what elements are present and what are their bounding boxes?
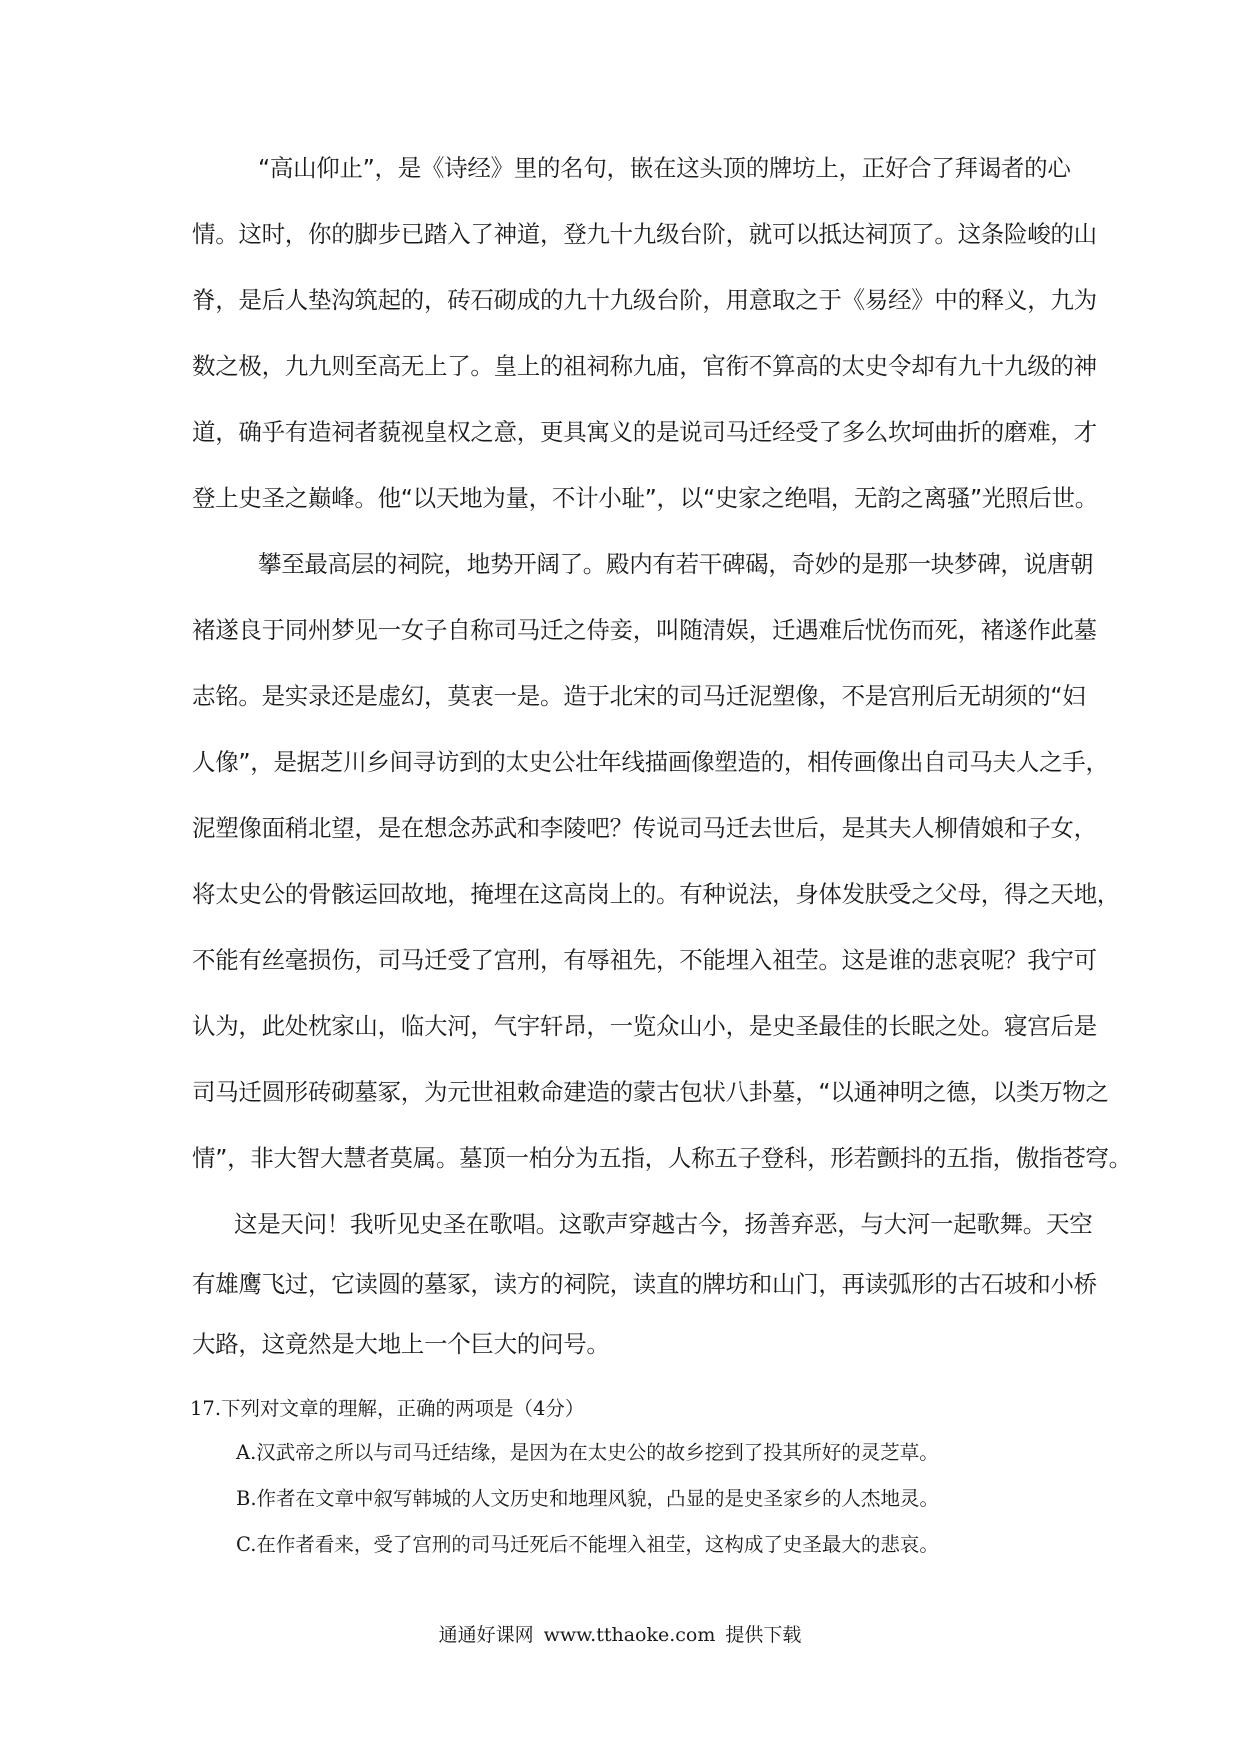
footer-url[interactable]: www.tthaoke.com <box>543 1624 716 1646</box>
passage-line: 认为，此处枕家山，临大河，气宇轩昂，一览众山小，是史圣最佳的长眠之处。寝宫后是 <box>192 1012 1097 1040</box>
question-block <box>190 1393 1070 1575</box>
passage-line: 人像”，是据芝川乡间寻访到的太史公壮年线描画像塑造的，相传画像出自司马夫人之手， <box>192 748 1109 776</box>
passage-line: 司马迁圆形砖砌墓冢，为元世祖敕命建造的蒙古包状八卦墓，“以通神明之德，以类万物之 <box>192 1078 1109 1106</box>
passage-line: 不能有丝毫损伤，司马迁受了宫刑，有辱祖先，不能埋入祖茔。这是谁的悲哀呢？我宁可 <box>192 946 1097 974</box>
page-footer <box>0 1620 1240 1647</box>
passage-line: 攀至最高层的祠院，地势开阔了。殿内有若干碑碣，奇妙的是那一块梦碑，说唐朝 <box>258 550 1094 578</box>
passage-line: 志铭。是实录还是虚幻，莫衷一是。造于北宋的司马迁泥塑像，不是宫刑后无胡须的“妇 <box>192 682 1086 710</box>
passage-line: 有雄鹰飞过，它读圆的墓冢，读方的祠院，读直的牌坊和山门，再读弧形的古石坡和小桥 <box>192 1270 1097 1298</box>
question-option-c: C.在作者看来，受了宫刑的司马迁死后不能埋入祖茔，这构成了史圣最大的悲哀。 <box>236 1533 939 1556</box>
passage-line: 泥塑像面稍北望，是在想念苏武和李陵吧？传说司马迁去世后，是其夫人柳倩娘和子女， <box>192 814 1097 842</box>
reading-passage <box>192 148 1132 1384</box>
passage-line: “高山仰止”，是《诗经》里的名句，嵌在这头顶的牌坊上，正好合了拜谒者的心 <box>258 154 1071 182</box>
question-title: 17.下列对文章的理解，正确的两项是（4分） <box>190 1397 585 1420</box>
passage-line: 数之极，九九则至高无上了。皇上的祖祠称九庙，官衔不算高的太史令却有九十九级的神 <box>192 352 1097 380</box>
footer-site-name: 通通好课网 <box>438 1624 534 1646</box>
passage-line: 脊，是后人垫沟筑起的，砖石砌成的九十九级台阶，用意取之于《易经》中的释义，九为 <box>192 286 1097 314</box>
footer-suffix: 提供下载 <box>725 1624 802 1646</box>
passage-line: 将太史公的骨骸运回故地，掩埋在这高岗上的。有种说法，身体发肤受之父母，得之天地， <box>192 880 1120 908</box>
passage-line: 登上史圣之巅峰。他“以天地为量，不计小耻”，以“史家之绝唱，无韵之离骚”光照后世。 <box>192 484 1098 512</box>
passage-line: 道，确乎有造祠者藐视皇权之意，更具寓义的是说司马迁经受了多么坎坷曲折的磨难，才 <box>192 418 1097 446</box>
passage-line: 大路，这竟然是大地上一个巨大的问号。 <box>192 1330 610 1358</box>
question-option-b: B.作者在文章中叙写韩城的人文历史和地理风貌，凸显的是史圣家乡的人杰地灵。 <box>236 1487 940 1510</box>
passage-line: 情。这时，你的脚步已踏入了神道，登九十九级台阶，就可以抵达祠顶了。这条险峻的山 <box>192 220 1097 248</box>
passage-line: 这是天问！我听见史圣在歌唱。这歌声穿越古今，扬善弃恶，与大河一起歌舞。天空 <box>234 1210 1093 1238</box>
passage-line: 情”，非大智大慧者莫属。墓顶一柏分为五指，人称五子登科，形若颤抖的五指，傲指苍穹。 <box>192 1144 1132 1172</box>
question-option-a: A.汉武帝之所以与司马迁结缘，是因为在太史公的故乡挖到了投其所好的灵芝草。 <box>236 1441 939 1464</box>
passage-line: 褚遂良于同州梦见一女子自称司马迁之侍妾，叫随清娱，迁遇难后忧伤而死，褚遂作此墓 <box>192 616 1097 644</box>
